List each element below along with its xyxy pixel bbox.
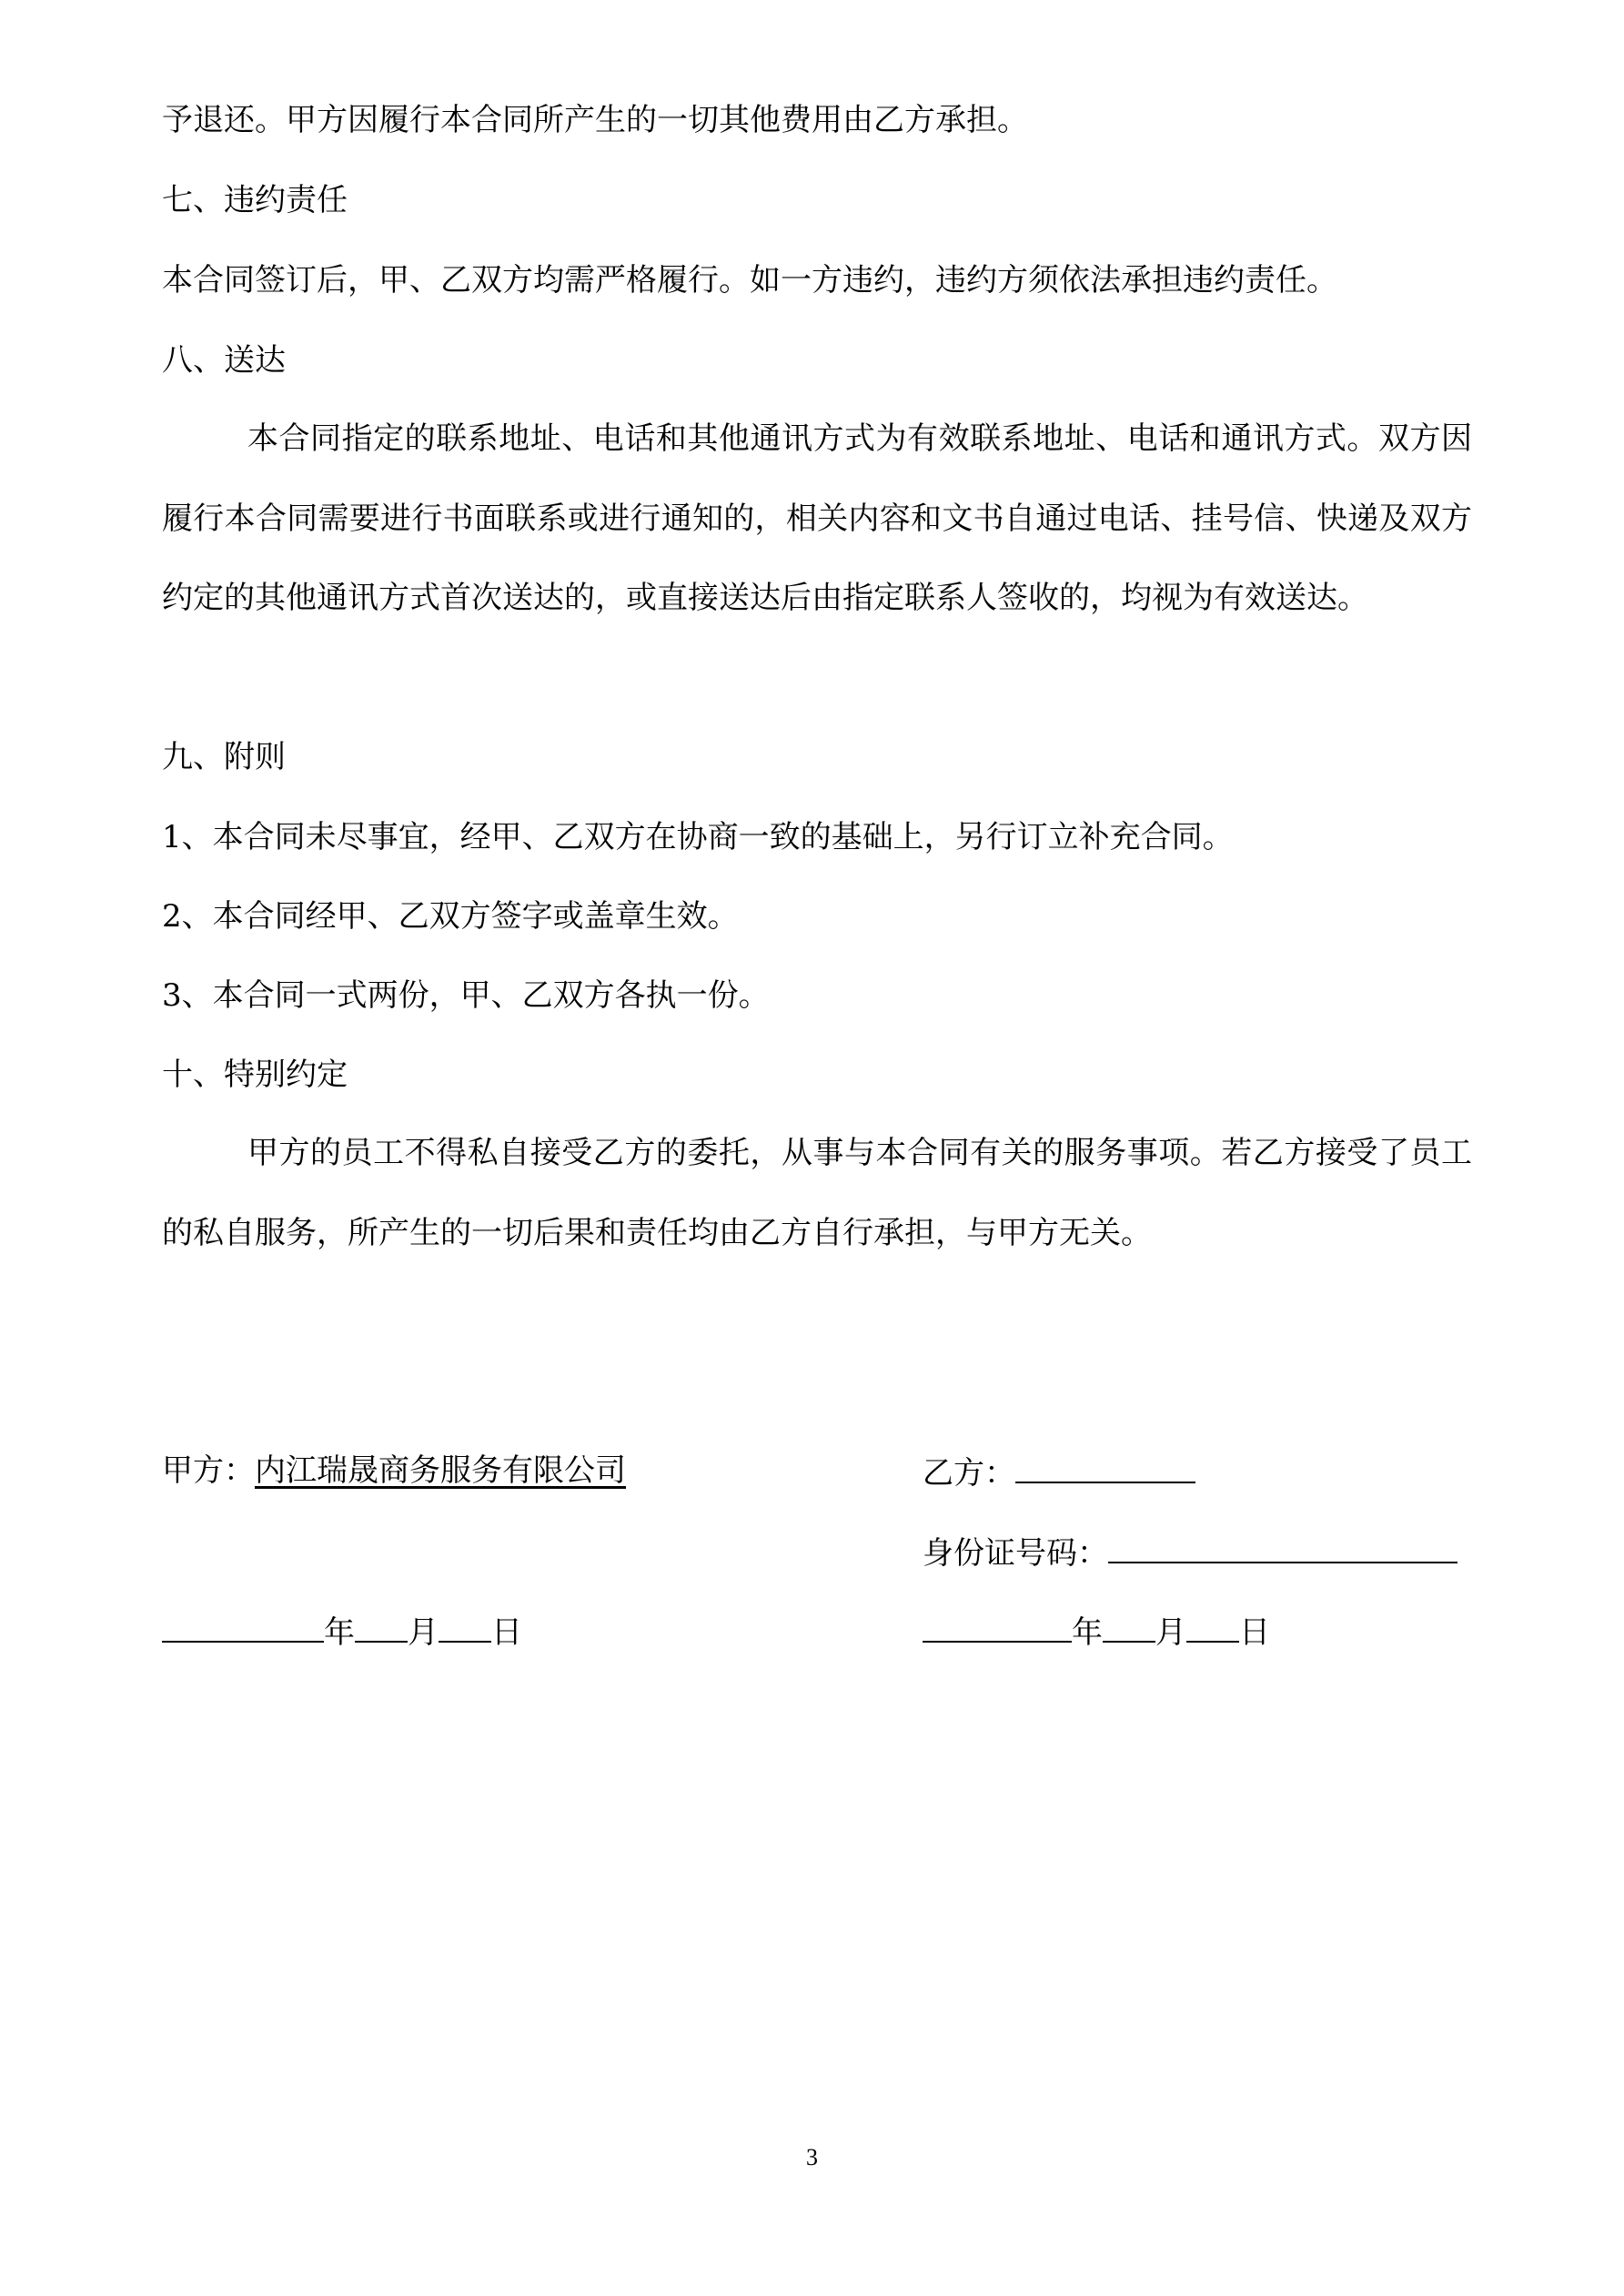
section-9-item-1: 1、本合同未尽事宜，经甲、乙双方在协商一致的基础上，另行订立补充合同。 <box>162 819 1234 855</box>
paragraph-continuation: 予退还。甲方因履行本合同所产生的一切其他费用由乙方承担。 <box>162 102 1028 138</box>
party-a-month-blank[interactable] <box>355 1610 408 1643</box>
day-label: 日 <box>491 1614 522 1651</box>
section-8-text: 本合同指定的联系地址、电话和其他通讯方式为有效联系地址、电话和通讯方式。双方因履行本合同需要进行书面联系或进行通知的，相关内容和文书自通过电话、挂号信、快递及双方约定的其他通讯方式首次送达的，或直接送达后由指定联系人签收的，均视为有效送达。 <box>162 420 1472 616</box>
id-number-line <box>923 1531 1458 1573</box>
section-8-heading: 八、送达 <box>162 342 286 379</box>
party-a-year-blank[interactable] <box>162 1610 324 1643</box>
section-7-text: 本合同签订后，甲、乙双方均需严格履行。如一方违约，违约方须依法承担违约责任。 <box>162 262 1337 298</box>
party-b-year-blank[interactable] <box>923 1610 1072 1643</box>
party-a-day-blank[interactable] <box>439 1610 491 1643</box>
section-9-heading: 九、附则 <box>162 739 286 775</box>
section-9-item-3: 3、本合同一式两份，甲、乙双方各执一份。 <box>162 977 770 1014</box>
month-label: 月 <box>408 1614 439 1651</box>
party-b-line <box>923 1451 1195 1493</box>
year-label: 年 <box>324 1614 355 1651</box>
party-a-date-line <box>162 1610 522 1653</box>
year-label: 年 <box>1072 1614 1103 1651</box>
id-number-label: 身份证号码： <box>923 1535 1108 1572</box>
party-b-date-line <box>923 1610 1270 1653</box>
month-label: 月 <box>1155 1614 1186 1651</box>
party-a-line <box>162 1451 626 1491</box>
party-b-day-blank[interactable] <box>1186 1610 1239 1643</box>
section-10-heading: 十、特别约定 <box>162 1057 348 1093</box>
section-7-heading: 七、违约责任 <box>162 182 348 218</box>
party-b-month-blank[interactable] <box>1103 1610 1155 1643</box>
page-number: 3 <box>806 2144 818 2170</box>
section-10-text: 甲方的员工不得私自接受乙方的委托，从事与本合同有关的服务事项。若乙方接受了员工的私自服务，所产生的一切后果和责任均由乙方自行承担，与甲方无关。 <box>162 1135 1472 1251</box>
section-9-item-2: 2、本合同经甲、乙双方签字或盖章生效。 <box>162 898 739 935</box>
party-a-label: 甲方： <box>162 1452 255 1489</box>
id-number-blank[interactable] <box>1108 1531 1458 1563</box>
day-label: 日 <box>1239 1614 1270 1651</box>
party-b-label: 乙方： <box>923 1455 1015 1492</box>
document-page <box>162 0 1472 2296</box>
party-b-blank[interactable] <box>1015 1451 1195 1483</box>
party-a-name: 内江瑞晟商务服务有限公司 <box>255 1452 626 1489</box>
